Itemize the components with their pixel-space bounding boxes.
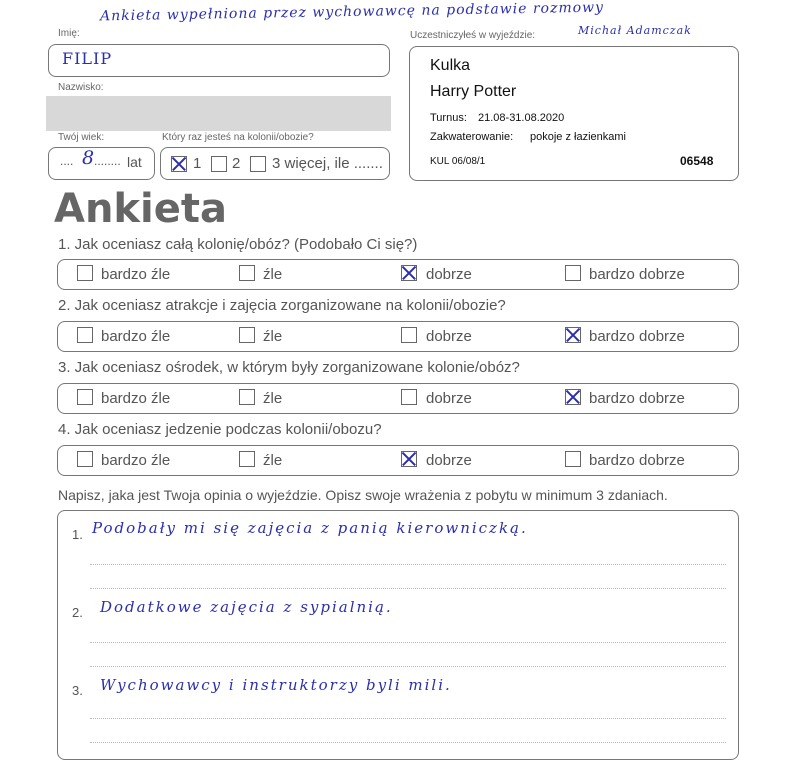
q4-option-bardzo-zle[interactable] xyxy=(77,451,93,467)
answer-3-number: 3. xyxy=(72,683,83,698)
q1-label-bardzo-zle: bardzo źle xyxy=(101,266,171,283)
age-suffix: lat xyxy=(127,154,142,170)
header-handwritten-signature: Michał Adamczak xyxy=(578,24,692,37)
q1-label-bardzo-dobrze: bardzo dobrze xyxy=(589,266,685,283)
q4-label-bardzo-dobrze: bardzo dobrze xyxy=(589,452,685,469)
q3-option-bardzo-dobrze[interactable] xyxy=(565,389,581,405)
header-handwritten-note: Ankieta wypełniona przez wychowawcę na podstawie rozmowy xyxy=(99,0,605,25)
turnus-value: 21.08-31.08.2020 xyxy=(478,112,565,124)
answer-1-number: 1. xyxy=(72,527,83,542)
answer-3-text: Wychowawcy i instruktorzy byli mili. xyxy=(100,676,452,694)
q3-option-bardzo-zle[interactable] xyxy=(77,389,93,405)
q1-option-zle[interactable] xyxy=(239,265,255,281)
name-value: FILIP xyxy=(62,49,113,68)
q2-label-bardzo-dobrze: bardzo dobrze xyxy=(589,328,685,345)
answer-line-1 xyxy=(90,564,726,565)
times-option-3-checkbox[interactable] xyxy=(250,156,266,172)
q4-label-zle: źle xyxy=(263,452,283,469)
age-value: 8 xyxy=(82,147,96,169)
q2-option-zle[interactable] xyxy=(239,327,255,343)
turnus-label: Turnus: xyxy=(430,112,467,124)
answer-1-text: Podobały mi się zajęcia z panią kierowniczką. xyxy=(92,519,528,537)
q1-label-dobrze: dobrze xyxy=(426,266,472,283)
camp-number: 06548 xyxy=(680,154,714,168)
q3-option-zle[interactable] xyxy=(239,389,255,405)
question-3: 3. Jak oceniasz ośrodek, w którym były zorganizowane kolonie/obóz? xyxy=(58,359,520,376)
age-label: Twój wiek: xyxy=(58,132,105,143)
accommodation-label: Zakwaterowanie: xyxy=(430,131,514,143)
q2-option-dobrze[interactable] xyxy=(401,327,417,343)
age-dots-left: .... xyxy=(60,154,74,168)
q3-label-dobrze: dobrze xyxy=(426,390,472,407)
times-option-2-checkbox[interactable] xyxy=(211,156,227,172)
camp-code: KUL 06/08/1 xyxy=(430,156,486,167)
q2-label-dobrze: dobrze xyxy=(426,328,472,345)
q3-label-zle: źle xyxy=(263,390,283,407)
question-2: 2. Jak oceniasz atrakcje i zajęcia zorganizowane na kolonii/obozie? xyxy=(58,297,506,314)
q4-option-bardzo-dobrze[interactable] xyxy=(565,451,581,467)
q1-option-dobrze[interactable] xyxy=(401,265,417,281)
accommodation-value: pokoje z łazienkami xyxy=(530,131,626,143)
question-4: 4. Jak oceniasz jedzenie podczas kolonii/obozu? xyxy=(58,421,382,438)
times-label: Który raz jesteś na kolonii/obozie? xyxy=(162,132,314,143)
camp-name: Kulka xyxy=(430,57,471,74)
surname-redacted-field xyxy=(46,96,391,131)
q2-option-bardzo-dobrze[interactable] xyxy=(565,327,581,343)
q4-option-zle[interactable] xyxy=(239,451,255,467)
q1-label-zle: źle xyxy=(263,266,283,283)
answer-line-5 xyxy=(90,718,726,719)
times-option-1-checkbox[interactable] xyxy=(171,156,187,172)
opinion-textarea[interactable] xyxy=(57,510,739,760)
q2-option-bardzo-zle[interactable] xyxy=(77,327,93,343)
times-option-3-label: 3 więcej, ile ....... xyxy=(272,155,383,172)
answer-line-6 xyxy=(90,742,726,743)
age-dots-right: ........ xyxy=(94,154,121,168)
answer-line-4 xyxy=(90,666,726,667)
question-1: 1. Jak oceniasz całą kolonię/obóz? (Podobało Ci się?) xyxy=(58,236,418,253)
q1-option-bardzo-zle[interactable] xyxy=(77,265,93,281)
answer-2-text: Dodatkowe zajęcia z sypialnią. xyxy=(100,598,393,616)
q2-label-zle: źle xyxy=(263,328,283,345)
opinion-prompt: Napisz, jaka jest Twoja opinia o wyjeździe. Opisz swoje wrażenia z pobytu w minimum 3 zdaniach. xyxy=(58,487,668,503)
q3-label-bardzo-zle: bardzo źle xyxy=(101,390,171,407)
q3-label-bardzo-dobrze: bardzo dobrze xyxy=(589,390,685,407)
q4-label-bardzo-zle: bardzo źle xyxy=(101,452,171,469)
answer-line-3 xyxy=(90,642,726,643)
answer-line-2 xyxy=(90,588,726,589)
times-option-1-label: 1 xyxy=(193,155,202,172)
answer-2-number: 2. xyxy=(72,605,83,620)
q4-option-dobrze[interactable] xyxy=(401,451,417,467)
q3-option-dobrze[interactable] xyxy=(401,389,417,405)
q1-option-bardzo-dobrze[interactable] xyxy=(565,265,581,281)
q4-label-dobrze: dobrze xyxy=(426,452,472,469)
q2-label-bardzo-zle: bardzo źle xyxy=(101,328,171,345)
page-title: Ankieta xyxy=(54,186,227,232)
camp-theme: Harry Potter xyxy=(430,83,517,100)
name-label: Imię: xyxy=(58,28,80,39)
surname-label: Nazwisko: xyxy=(58,82,104,93)
times-option-2-label: 2 xyxy=(232,155,241,172)
participant-label: Uczestniczyłeś w wyjeździe: xyxy=(410,30,536,41)
